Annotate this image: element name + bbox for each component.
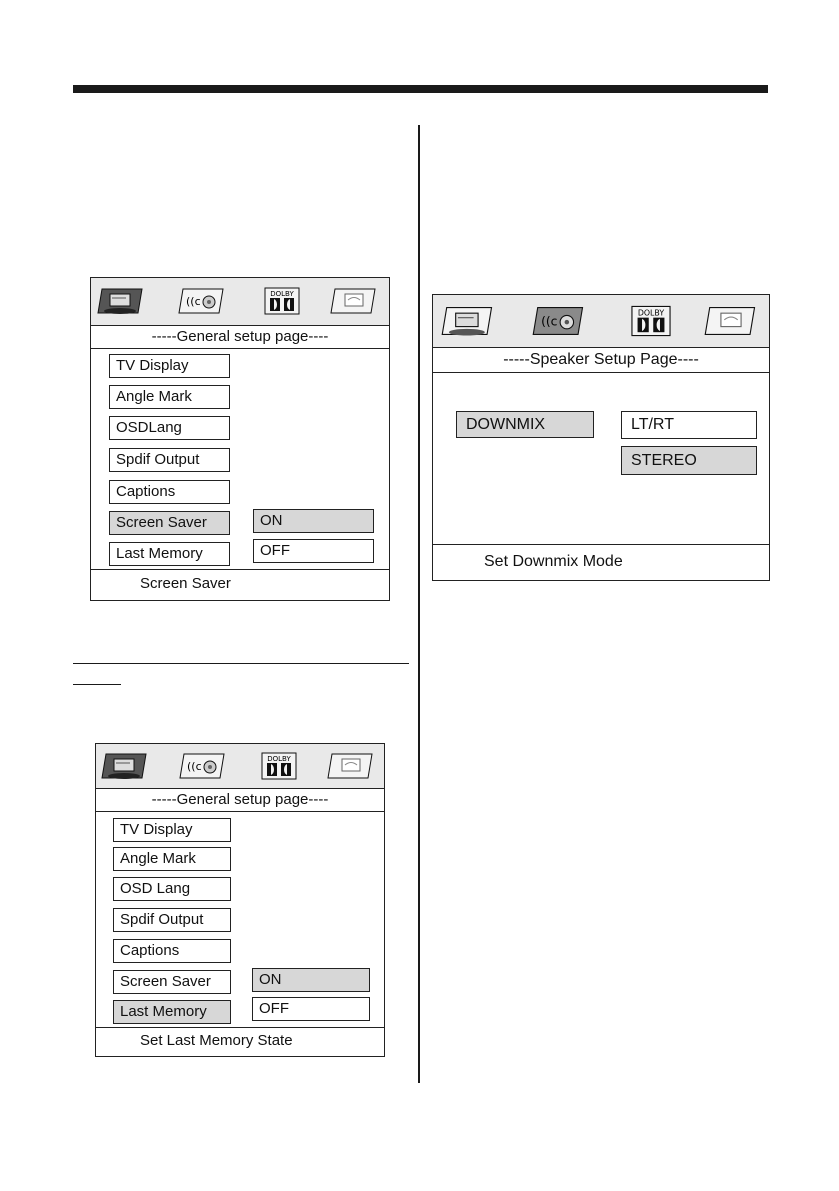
page-title: -----General setup page---- [96,789,384,812]
option-on[interactable]: ON [253,509,374,533]
speaker-setup-tab-icon[interactable] [531,305,587,337]
menu-item-tv-display[interactable]: TV Display [113,818,231,842]
section-rule [73,663,409,664]
setup-tab-bar [96,744,384,789]
status-bar [433,544,769,580]
setup-tab-bar [433,295,769,348]
page-title: -----General setup page---- [91,326,389,349]
dolby-setup-tab-icon[interactable] [623,305,679,337]
menu-item-angle-mark[interactable]: Angle Mark [113,847,231,871]
menu-item-spdif-output[interactable]: Spdif Output [109,448,230,472]
speaker-setup-menu [432,294,770,581]
dolby-label: DOLBY [270,290,294,298]
menu-item-last-memory[interactable]: Last Memory [113,1000,231,1024]
status-text: Set Last Memory State [140,1032,293,1049]
svg-text:((c: ((c [187,760,202,773]
speaker-setup-tab-icon[interactable] [178,752,228,780]
status-text: Screen Saver [140,575,231,592]
general-setup-tab-icon[interactable] [100,752,150,780]
option-stereo[interactable]: STEREO [621,446,757,475]
menu-item-captions[interactable]: Captions [113,939,231,963]
general-setup-tab-icon[interactable] [96,287,146,315]
menu-item-last-memory[interactable]: Last Memory [109,542,230,566]
header-rule [73,85,768,93]
general-setup-menu-screen-saver [90,277,390,601]
option-off[interactable]: OFF [253,539,374,563]
status-bar [91,569,389,600]
dolby-setup-tab-icon[interactable] [254,752,304,780]
option-lt-rt[interactable]: LT/RT [621,411,757,439]
dolby-label: DOLBY [637,308,665,318]
menu-item-tv-display[interactable]: TV Display [109,354,230,378]
preference-setup-tab-icon[interactable] [329,287,379,315]
svg-text:((c: ((c [541,314,558,329]
preference-setup-tab-icon[interactable] [703,305,759,337]
preference-setup-tab-icon[interactable] [326,752,376,780]
menu-item-captions[interactable]: Captions [109,480,230,504]
menu-item-spdif-output[interactable]: Spdif Output [113,908,231,932]
option-off[interactable]: OFF [252,997,370,1021]
status-bar [96,1027,384,1056]
section-rule-short [73,684,121,685]
column-divider [418,125,420,1083]
menu-item-screen-saver[interactable]: Screen Saver [109,511,230,535]
menu-item-screen-saver[interactable]: Screen Saver [113,970,231,994]
status-text: Set Downmix Mode [484,553,623,570]
svg-text:((c: ((c [186,295,201,308]
general-setup-menu-last-memory [95,743,385,1057]
menu-item-downmix[interactable]: DOWNMIX [456,411,594,438]
dolby-label: DOLBY [267,755,291,763]
dolby-setup-tab-icon[interactable] [257,287,307,315]
general-setup-tab-icon[interactable] [440,305,496,337]
speaker-setup-tab-icon[interactable] [177,287,227,315]
menu-item-angle-mark[interactable]: Angle Mark [109,385,230,409]
menu-item-osd-lang[interactable]: OSDLang [109,416,230,440]
page-title: -----Speaker Setup Page---- [433,348,769,373]
setup-tab-bar [91,278,389,326]
menu-item-osd-lang[interactable]: OSD Lang [113,877,231,901]
option-on[interactable]: ON [252,968,370,992]
